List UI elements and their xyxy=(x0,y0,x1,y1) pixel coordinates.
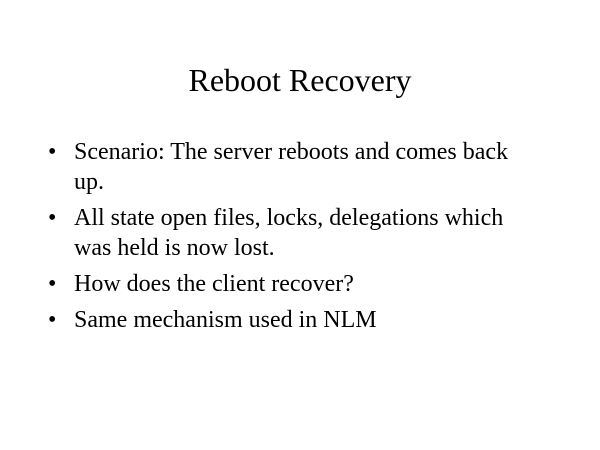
bullet-item: • All state open files, locks, delegations which was held is now lost. xyxy=(44,203,514,263)
bullet-list xyxy=(44,137,514,341)
bullet-item: • Same mechanism used in NLM xyxy=(44,305,514,335)
bullet-item: • How does the client recover? xyxy=(44,269,514,299)
slide-title: Reboot Recovery xyxy=(188,62,412,98)
bullet-item: • Scenario: The server reboots and comes back up. xyxy=(44,137,514,197)
